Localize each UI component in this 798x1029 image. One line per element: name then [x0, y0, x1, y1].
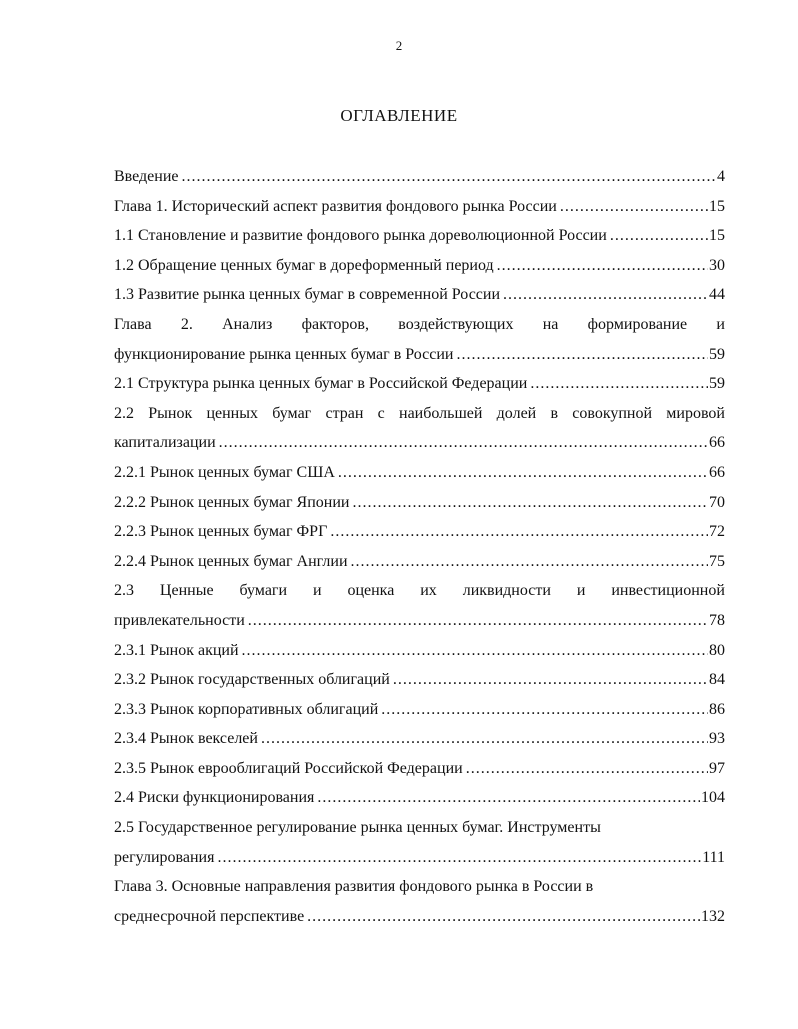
toc-entry: [114, 783, 725, 813]
dot-leader: [248, 606, 708, 636]
toc-entry-page: 30: [709, 256, 725, 274]
toc-entry-page: 84: [709, 671, 725, 689]
toc-entry-page: 75: [709, 552, 725, 570]
toc-line: [114, 636, 725, 666]
toc-line: [114, 458, 725, 488]
dot-leader: [351, 547, 709, 577]
toc-entry-title: Введение: [114, 168, 179, 185]
dot-leader: [497, 251, 708, 281]
dot-leader: [338, 458, 708, 488]
toc-word: ликвидности: [462, 582, 551, 600]
toc-entry-first-line: Глава 3. Основные направления развития фондового рынка в России в: [114, 878, 594, 896]
toc-word: их: [420, 582, 437, 600]
toc-entry: [114, 310, 725, 369]
dot-leader: [560, 192, 708, 222]
toc-entry-title: 2.2.4 Рынок ценных бумаг Англии: [114, 552, 348, 570]
toc-word: 2.3: [114, 582, 134, 600]
toc-line: [114, 488, 725, 518]
toc-entry-title: 2.3.1 Рынок акций: [114, 641, 239, 659]
toc-entry-title: привлекательности: [114, 611, 245, 629]
toc-entry: [114, 576, 725, 635]
toc-entry: [114, 192, 725, 222]
toc-line: [114, 902, 725, 932]
toc-entry-page: 86: [709, 700, 725, 718]
toc-word: инвестиционной: [611, 582, 725, 600]
toc-line: [114, 606, 725, 636]
toc-entry-title: 1.2 Обращение ценных бумаг в дореформенный период: [114, 256, 494, 274]
toc-word: Анализ: [222, 315, 273, 333]
toc-word: и: [576, 582, 586, 600]
toc-entry-title: 2.3.4 Рынок векселей: [114, 730, 258, 748]
toc-word: факторов,: [301, 315, 369, 333]
toc-entry-title: капитализации: [114, 434, 216, 452]
toc-line: [114, 843, 725, 873]
toc-line: [114, 695, 725, 725]
dot-leader: [219, 428, 708, 458]
dot-leader: [352, 488, 708, 518]
toc-word: ценных: [206, 404, 258, 422]
toc-entry: [114, 488, 725, 518]
toc-line: [114, 221, 725, 251]
dot-leader: [381, 695, 708, 725]
toc-word: оценка: [347, 582, 395, 600]
dot-leader: [530, 369, 708, 399]
toc-entry-title: 1.1 Становление и развитие фондового рынка дореволюционной России: [114, 227, 607, 245]
toc-entry-page: 70: [709, 493, 725, 511]
toc-entry-title: среднесрочной перспективе: [114, 907, 305, 925]
toc-line: [114, 665, 725, 695]
toc-word: мировой: [666, 404, 725, 422]
toc-entry: [114, 221, 725, 251]
toc-line: [114, 162, 725, 192]
dot-leader: [610, 221, 708, 251]
toc-word: долей: [496, 404, 537, 422]
dot-leader: [217, 843, 701, 873]
toc-word: Глава: [114, 315, 152, 333]
toc-entry-title: 2.2.3 Рынок ценных бумаг ФРГ: [114, 523, 328, 541]
toc-word: на: [542, 315, 559, 333]
toc-word: стран: [325, 404, 364, 422]
toc-entry-page: 66: [709, 463, 725, 481]
toc-entry-page: 4: [717, 168, 725, 185]
toc-entry-title: 1.3 Развитие рынка ценных бумаг в современной России: [114, 286, 501, 304]
toc-line: [114, 428, 725, 458]
toc-entry-page: 78: [709, 611, 725, 629]
dot-leader: [261, 724, 708, 754]
toc-entry-page: 132: [701, 907, 725, 925]
toc-entry-title: 2.2.2 Рынок ценных бумаг Японии: [114, 493, 350, 511]
toc-entry: [114, 724, 725, 754]
toc-entry: [114, 695, 725, 725]
toc-line: [114, 754, 725, 784]
toc-word: бумаги: [239, 582, 288, 600]
toc-word: 2.2: [114, 404, 134, 422]
toc-entry: [114, 872, 725, 931]
toc-entry: [114, 458, 725, 488]
toc-entry: [114, 399, 725, 458]
dot-leader: [307, 902, 700, 932]
toc-entry-first-line: [114, 310, 725, 340]
dot-leader: [457, 340, 709, 370]
toc-word: с: [377, 404, 385, 422]
toc-entry-page: 15: [709, 227, 725, 245]
dot-leader: [330, 517, 708, 547]
toc-entry-page: 104: [701, 789, 725, 807]
toc-entry-title: 2.1 Структура рынка ценных бумаг в Российской Федерации: [114, 375, 528, 393]
toc-entry: [114, 547, 725, 577]
toc-entry: [114, 251, 725, 281]
toc-word: наибольшей: [399, 404, 483, 422]
toc-line: [114, 280, 725, 310]
page-number: 2: [395, 38, 403, 53]
table-of-contents: [114, 162, 725, 931]
toc-entry-page: 59: [709, 345, 725, 363]
dot-leader: [242, 636, 708, 666]
toc-word: совокупной: [572, 404, 653, 422]
dot-leader: [182, 162, 717, 192]
dot-leader: [503, 280, 708, 310]
toc-entry-page: 80: [709, 641, 725, 659]
dot-leader: [393, 665, 708, 695]
toc-entry-page: 59: [709, 375, 725, 393]
toc-line: [114, 369, 725, 399]
toc-entry-title: функционирование рынка ценных бумаг в России: [114, 345, 454, 363]
toc-entry-page: 93: [709, 730, 725, 748]
dot-leader: [466, 754, 708, 784]
toc-entry: [114, 517, 725, 547]
toc-line: [114, 517, 725, 547]
toc-entry-title: 2.4 Риски функционирования: [114, 789, 315, 807]
toc-entry: [114, 813, 725, 872]
toc-word: Ценные: [159, 582, 214, 600]
toc-line: [114, 724, 725, 754]
toc-line: [114, 340, 725, 370]
toc-title: ОГЛАВЛЕНИЕ: [340, 106, 458, 125]
toc-entry-first-line: [114, 399, 725, 429]
toc-entry-title: 2.3.5 Рынок еврооблигаций Российской Федерации: [114, 759, 463, 777]
dot-leader: [317, 783, 700, 813]
toc-entry-page: 97: [709, 759, 725, 777]
toc-entry: [114, 636, 725, 666]
toc-entry-title: 2.3.3 Рынок корпоративных облигаций: [114, 700, 379, 718]
toc-entry-page: 66: [709, 434, 725, 452]
toc-entry-page: 111: [702, 848, 725, 866]
toc-entry-title: регулирования: [114, 848, 215, 866]
toc-line: [114, 783, 725, 813]
toc-word: в: [550, 404, 559, 422]
toc-word: формирование: [587, 315, 688, 333]
toc-entry-page: 72: [709, 523, 725, 541]
toc-word: и: [716, 315, 725, 333]
toc-entry: [114, 369, 725, 399]
toc-line: [114, 251, 725, 281]
toc-line: [114, 547, 725, 577]
toc-word: и: [312, 582, 322, 600]
toc-entry: [114, 162, 725, 192]
toc-line: [114, 192, 725, 222]
toc-word: Рынок: [148, 404, 193, 422]
toc-entry-first-line: [114, 576, 725, 606]
toc-entry: [114, 280, 725, 310]
toc-entry-page: 44: [709, 286, 725, 304]
toc-entry-title: 2.2.1 Рынок ценных бумаг США: [114, 463, 335, 481]
toc-entry-first-line: 2.5 Государственное регулирование рынка ценных бумаг. Инструменты: [114, 819, 601, 837]
toc-entry-title: 2.3.2 Рынок государственных облигаций: [114, 671, 390, 689]
toc-entry-page: 15: [709, 197, 725, 215]
toc-entry: [114, 665, 725, 695]
toc-entry-title: Глава 1. Исторический аспект развития фондового рынка России: [114, 197, 557, 215]
toc-word: 2.: [180, 315, 193, 333]
toc-word: бумаг: [272, 404, 312, 422]
toc-entry: [114, 754, 725, 784]
toc-word: воздействующих: [398, 315, 514, 333]
